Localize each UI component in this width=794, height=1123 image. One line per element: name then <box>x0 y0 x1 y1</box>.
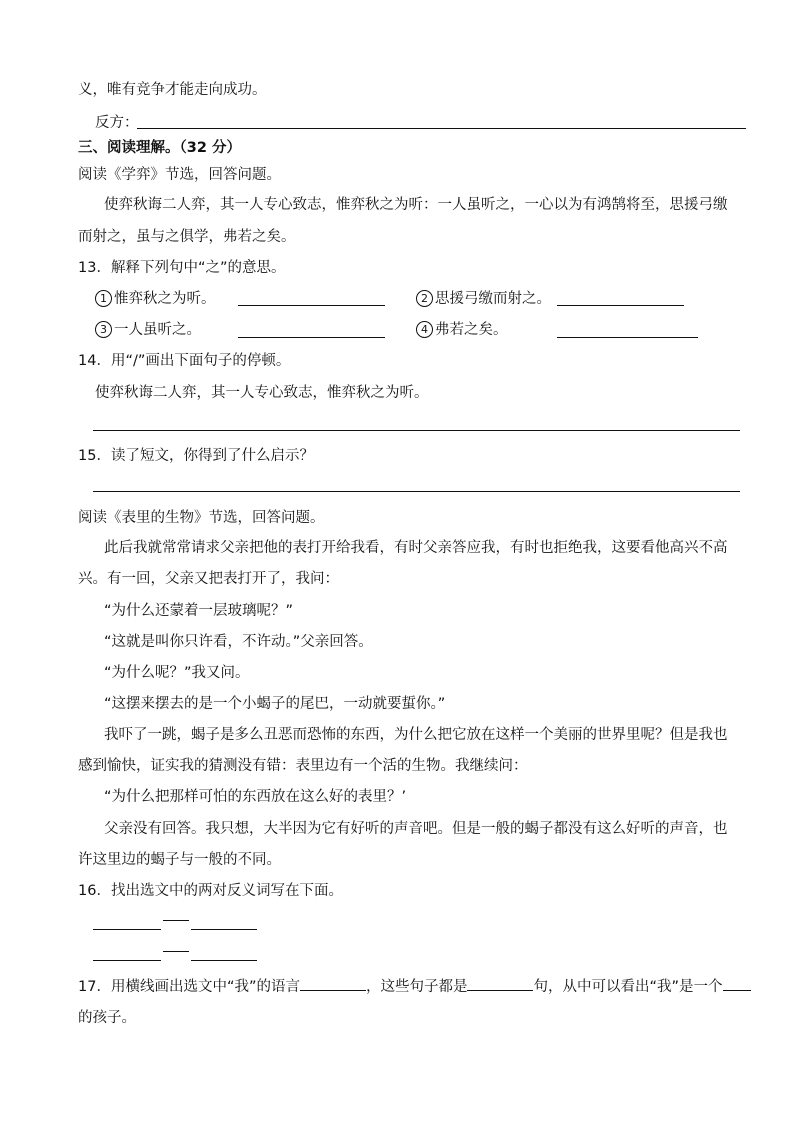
dialogue-line: “为什么呢？”我又问。 <box>104 665 250 681</box>
question-17 <box>78 976 751 997</box>
q16-answer-blank[interactable] <box>93 929 161 930</box>
option-text: 思援弓缴而射之。 <box>435 291 551 307</box>
passage-line: 而射之，虽与之俱学，弗若之矣。 <box>78 229 296 245</box>
section-heading: 三、阅读理解。（32 分） <box>78 140 241 156</box>
q13-answer-line-3[interactable] <box>238 337 385 338</box>
passage-line: 父亲没有回答。我只想，大半因为它有好听的声音吧。但是一般的蝎子都没有这么好听的声音，也 <box>104 821 728 837</box>
q13-answer-line-1[interactable] <box>238 305 385 306</box>
option-text: 一人虽听之。 <box>114 322 201 338</box>
q17-line-2: 的孩子。 <box>78 1010 136 1026</box>
q16-dash <box>163 951 189 952</box>
passage-line: 使弈秋诲二人弈，其一人专心致志，惟弈秋之为听：一人虽听之，一心以为有鸿鹄将至，思援弓缴 <box>104 197 728 213</box>
q16-answer-blank[interactable] <box>191 960 257 961</box>
circled-number: 2 <box>416 290 433 307</box>
q13-option-1 <box>95 289 216 309</box>
option-text: 弗若之矣。 <box>435 322 508 338</box>
q16-answer-blank[interactable] <box>93 960 161 961</box>
dialogue-line: “这就是叫你只许看，不许动。”父亲回答。 <box>104 634 373 650</box>
q13-option-4 <box>416 320 508 340</box>
circled-number: 1 <box>95 290 112 307</box>
reading1-intro: 阅读《学弈》节选，回答问题。 <box>78 167 281 183</box>
q13-option-3 <box>95 320 201 340</box>
q17-text: 句，从中可以看出“我”是一个 <box>533 979 723 995</box>
q13-option-2 <box>416 289 551 309</box>
q16-answer-blank[interactable] <box>191 929 257 930</box>
option-text: 惟弈秋之为听。 <box>114 291 216 307</box>
circled-number: 3 <box>95 321 112 338</box>
reading2-intro: 阅读《表里的生物》节选，回答问题。 <box>78 510 325 526</box>
intro-line: 义，唯有竞争才能走向成功。 <box>78 82 267 98</box>
q17-blank-2[interactable] <box>467 976 533 991</box>
q13-answer-line-2[interactable] <box>557 305 684 306</box>
q17-blank-1[interactable] <box>300 976 366 991</box>
q17-text: ，这些句子都是 <box>365 979 468 995</box>
passage-line: 许这里边的蝎子与一般的不同。 <box>78 852 281 868</box>
opponent-label: 反方： <box>95 115 139 131</box>
passage-line: 我吓了一跳，蝎子是多么丑恶而恐怖的东西，为什么把它放在这样一个美丽的世界里呢？但是我也 <box>104 727 728 743</box>
question-16-stem: 16．找出选文中的两对反义词写在下面。 <box>78 883 343 899</box>
dialogue-line: “为什么还蒙着一层玻璃呢？” <box>104 603 294 619</box>
q17-text: 17．用横线画出选文中“我”的语言 <box>78 979 300 995</box>
passage-line: 感到愉快，证实我的猜测没有错：表里边有一个活的生物。我继续问： <box>78 758 528 774</box>
q14-answer-line[interactable] <box>93 430 740 431</box>
opponent-answer-line[interactable] <box>137 128 746 129</box>
passage-line: 此后我就常常请求父亲把他的表打开给我看，有时父亲答应我，有时也拒绝我，这要看他高兴不高 <box>104 540 728 556</box>
q13-answer-line-4[interactable] <box>557 337 698 338</box>
q16-dash <box>163 920 189 921</box>
dialogue-line: “为什么把那样可怕的东西放在这么好的表里？’ <box>104 789 407 805</box>
q14-sentence: 使弈秋诲二人弈，其一人专心致志，惟弈秋之为听。 <box>95 385 429 401</box>
passage-line: 兴。有一回，父亲又把表打开了，我问： <box>78 571 339 587</box>
q17-blank-3[interactable] <box>723 976 751 991</box>
q15-answer-line[interactable] <box>93 491 740 492</box>
question-15-stem: 15．读了短文，你得到了什么启示？ <box>78 448 314 464</box>
question-14-stem: 14．用“/”画出下面句子的停顿。 <box>78 353 291 369</box>
question-13-stem: 13．解释下列句中“之”的意思。 <box>78 260 286 276</box>
dialogue-line: “这摆来摆去的是一个小蝎子的尾巴，一动就要蜇你。” <box>104 696 446 712</box>
circled-number: 4 <box>416 321 433 338</box>
